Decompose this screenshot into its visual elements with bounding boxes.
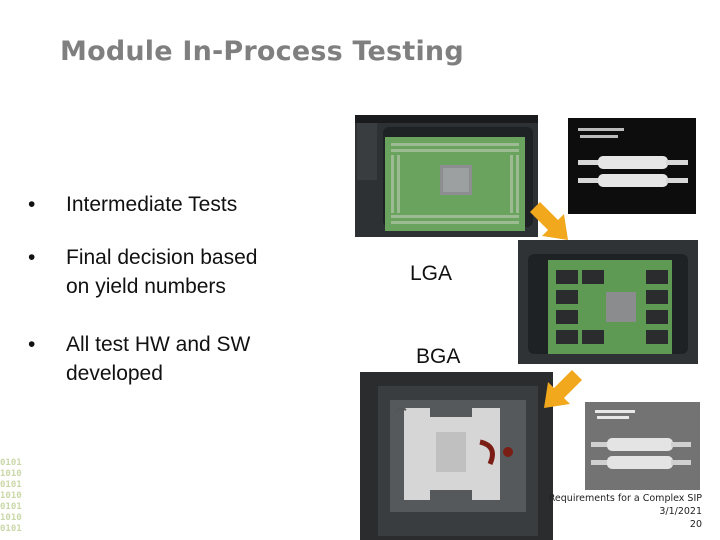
svg-text:0101: 0101 bbox=[0, 502, 22, 512]
pogo-pin-photo-top bbox=[568, 118, 696, 214]
bullet-dot: • bbox=[28, 333, 36, 356]
slide-title: Module In-Process Testing bbox=[60, 36, 464, 67]
bga-package-photo bbox=[360, 372, 553, 540]
bullet-dot: • bbox=[28, 246, 36, 269]
lga-label: LGA bbox=[410, 262, 453, 285]
footer-date: 3/1/2021 bbox=[659, 506, 702, 517]
lga-module-photo bbox=[355, 115, 538, 237]
svg-text:0101: 0101 bbox=[0, 524, 22, 534]
svg-text:1010: 1010 bbox=[0, 469, 22, 479]
arrow-down-left-icon bbox=[540, 368, 584, 412]
bga-module-photo bbox=[518, 240, 698, 364]
svg-text:0101: 0101 bbox=[0, 458, 22, 468]
binary-decoration bbox=[0, 455, 46, 540]
bullet-text: Intermediate Tests bbox=[66, 193, 238, 216]
bullet-text: Final decision based on yield numbers bbox=[66, 246, 258, 298]
page-number: 20 bbox=[689, 519, 702, 530]
bullet-dot: • bbox=[28, 193, 36, 216]
footer-title: Requirements for a Complex SIP bbox=[548, 493, 702, 504]
bga-label: BGA bbox=[416, 345, 461, 368]
bullet-text: All test HW and SW developed bbox=[66, 333, 251, 385]
svg-text:1010: 1010 bbox=[0, 513, 22, 523]
svg-text:0101: 0101 bbox=[0, 480, 22, 490]
slide-footer bbox=[549, 492, 702, 531]
pogo-pin-photo-bottom bbox=[585, 402, 700, 490]
svg-text:1010: 1010 bbox=[0, 491, 22, 501]
